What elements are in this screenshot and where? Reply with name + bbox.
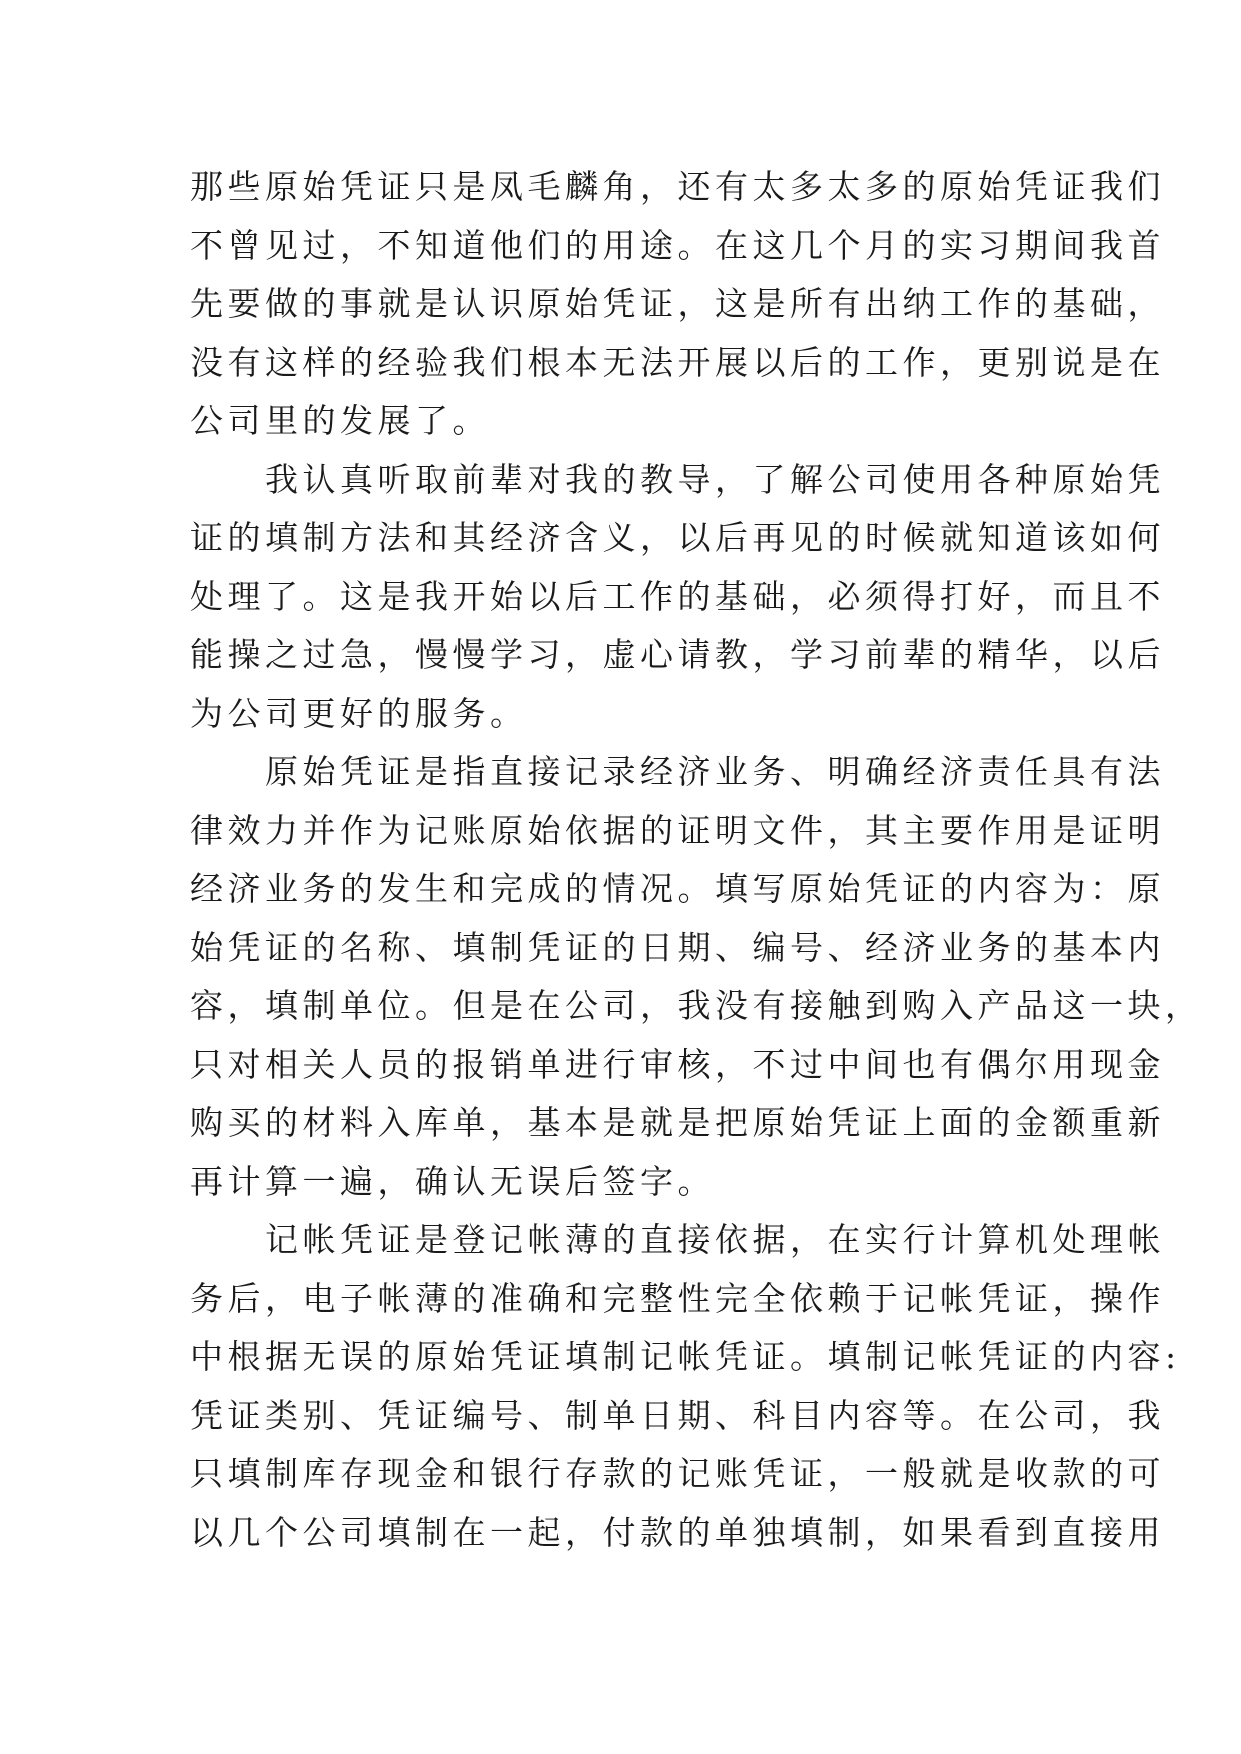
paragraph-4 [190,1211,1181,1562]
document-body [190,158,1203,1562]
text-line: 只填制库存现金和银行存款的记账凭证，一般就是收款的可 [190,1454,1165,1493]
text-line: 先要做的事就是认识原始凭证，这是所有出纳工作的基础， [190,284,1165,323]
text-line: 经济业务的发生和完成的情况。填写原始凭证的内容为：原 [190,869,1165,908]
text-line: 证的填制方法和其经济含义，以后再见的时候就知道该如何 [190,518,1165,557]
text-line: 能操之过急，慢慢学习，虚心请教，学习前辈的精华，以后 [190,635,1165,674]
text-line: 我认真听取前辈对我的教导，了解公司使用各种原始凭 [190,459,1165,499]
text-line: 以几个公司填制在一起，付款的单独填制，如果看到直接用 [190,1512,1165,1552]
text-line: 不曾见过，不知道他们的用途。在这几个月的实习期间我首 [190,225,1165,265]
text-line: 只对相关人员的报销单进行审核，不过中间也有偶尔用现金 [190,1044,1165,1084]
text-line: 原始凭证是指直接记录经济业务、明确经济责任具有法 [190,752,1165,791]
text-line: 为公司更好的服务。 [190,693,528,733]
text-line: 记帐凭证是登记帐薄的直接依据，在实行计算机处理帐 [190,1220,1165,1259]
paragraph-3 [190,743,1203,1211]
text-line: 再计算一遍，确认无误后签字。 [190,1161,715,1201]
text-line: 容，填制单位。但是在公司，我没有接触到购入产品这一块， [190,986,1203,1025]
text-line: 务后，电子帐薄的准确和完整性完全依赖于记帐凭证，操作 [190,1278,1165,1318]
text-line: 购买的材料入库单，基本是就是把原始凭证上面的金额重新 [190,1103,1165,1142]
paragraph-1 [190,158,1165,451]
text-line: 处理了。这是我开始以后工作的基础，必须得打好，而且不 [190,576,1165,616]
text-line: 那些原始凭证只是凤毛麟角，还有太多太多的原始凭证我们 [190,167,1165,206]
paragraph-2 [190,451,1165,744]
text-line: 始凭证的名称、填制凭证的日期、编号、经济业务的基本内 [190,927,1165,967]
text-line: 公司里的发展了。 [190,401,490,440]
text-line: 律效力并作为记账原始依据的证明文件，其主要作用是证明 [190,810,1165,850]
text-line: 凭证类别、凭证编号、制单日期、科目内容等。在公司，我 [190,1395,1165,1435]
text-line: 中根据无误的原始凭证填制记帐凭证。填制记帐凭证的内容: [190,1337,1181,1376]
text-line: 没有这样的经验我们根本无法开展以后的工作，更别说是在 [190,342,1165,382]
